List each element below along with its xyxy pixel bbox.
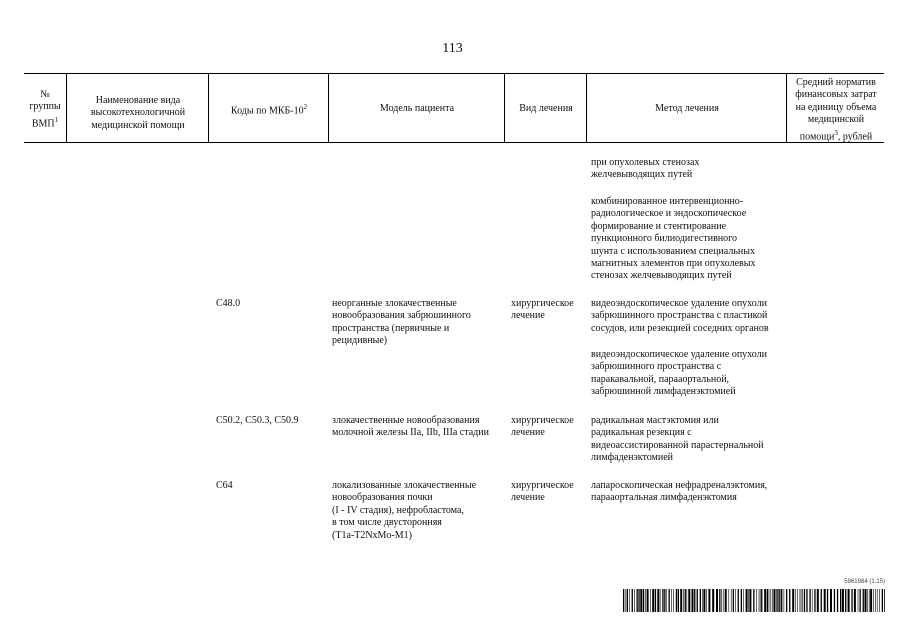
treatment-type: хирургическое лечение: [511, 415, 574, 439]
method-text: видеоэндоскопическое удаление опухоли забрюшинного пространства с пластикой сосудов, или резекцией соседних органов: [591, 298, 769, 334]
patient-model: злокачественные новообразования молочной железы IIa, IIb, IIIa стадии: [332, 415, 489, 439]
method-text: радикальная мастэктомия или радикальная резекция с видеоассистированной парастернальной лимфаденэктомией: [591, 415, 764, 464]
header-group-number: № группы ВМП$^1$: [29, 89, 61, 130]
method-text: видеоэндоскопическое удаление опухоли забрюшинного пространства с паракавальной, парааортальной, забрюшинной лимфаденэктомией: [591, 349, 767, 398]
patient-model: локализованные злокачественные новообразования почки (I - IV стадия), нефробластома, в том числе двусторонняя (T1a-T2NxMo-M1): [332, 480, 477, 541]
column-divider: [786, 73, 787, 142]
method-text: при опухолевых стенозах желчевыводящих путей: [591, 157, 700, 181]
treatment-type: хирургическое лечение: [511, 480, 574, 504]
method-text: комбинированное интервенционно- радиологическое и эндоскопическое формирование и стентирование пункционного билиодигестивного шунта с использованием специальных магнитных элементов при опухолевых стенозах желчевыводящих путей: [591, 196, 756, 282]
barcode: [623, 589, 885, 612]
column-divider: [328, 73, 329, 142]
column-divider: [586, 73, 587, 142]
patient-model: неорганные злокачественные новообразования забрюшинного пространства (первичные и рецидивные): [332, 298, 471, 347]
barcode-caption: 5961984 (1.15): [844, 579, 885, 585]
header-average-cost: Средний норматив финансовых затрат на единицу объема медицинской помощи$^3$, рублей: [795, 77, 877, 142]
column-divider: [208, 73, 209, 142]
treatment-type: хирургическое лечение: [511, 298, 574, 322]
icd-code: C64: [216, 480, 233, 491]
icd-code: C48.0: [216, 298, 241, 309]
header-top-rule: [24, 73, 884, 74]
header-treatment-type: Вид лечения: [519, 103, 573, 114]
column-divider: [504, 73, 505, 142]
page-number: 113: [442, 41, 463, 56]
header-treatment-method: Метод лечения: [655, 103, 719, 114]
header-patient-model: Модель пациента: [379, 103, 455, 114]
icd-code: C50.2, C50.3, C50.9: [216, 415, 299, 426]
header-icd-codes: Коды по МКБ-$10^2$: [230, 103, 308, 117]
header-bottom-rule: [24, 142, 884, 143]
column-divider: [66, 73, 67, 142]
header-care-name: Наименование вида высокотехнологичной медицинской помощи: [90, 95, 186, 131]
method-text: лапароскопическая нефрадреналэктомия, парааортальная лимфаденэктомия: [591, 480, 768, 504]
